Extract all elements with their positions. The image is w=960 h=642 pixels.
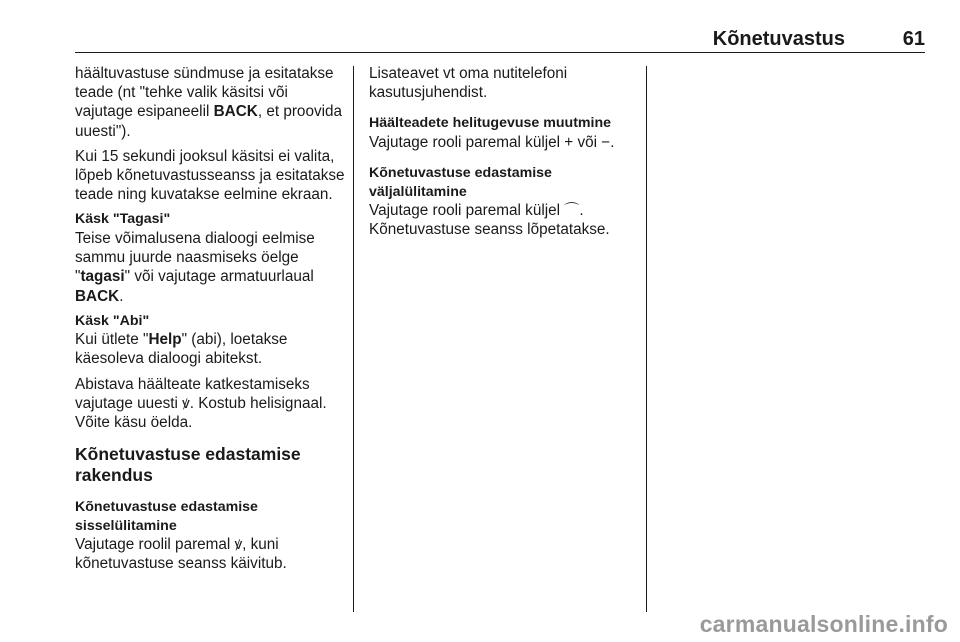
section-heading: Kõnetuvastuse edastamise rakendus <box>75 444 301 486</box>
intro-paragraph: häältuvastuse sündmuse ja esitatakse teade (nt "tehke valik käsitsi või vajutage esipaneelil BACK, et proovida uuesti"). <box>75 65 343 140</box>
minus-icon: − <box>601 133 611 151</box>
left-column <box>75 64 347 574</box>
voice-key-icon: ꝟ <box>182 394 190 412</box>
back-command-heading: Käsk "Tagasi" <box>75 211 171 228</box>
middle-column <box>369 64 641 240</box>
deactivate-paragraph: Vajutage rooli paremal küljel ⌒. <box>369 202 584 220</box>
back-key-label: BACK <box>213 103 258 121</box>
end-call-icon: ⌒ <box>564 202 580 220</box>
column-divider-right <box>646 66 647 612</box>
watermark: carmanualsonline.info <box>699 611 948 637</box>
page-header <box>75 26 925 53</box>
plus-icon: + <box>564 133 574 151</box>
activate-paragraph: Vajutage roolil paremal ꝟ, kuni kõnetuvastuse seanss käivitub. <box>75 536 287 573</box>
volume-heading: Häälteadete helitugevuse muutmine <box>369 115 612 132</box>
help-command-heading: Käsk "Abi" <box>75 312 150 329</box>
activate-heading: Kõnetuvastuse edastamise sisselülitamine <box>75 499 258 534</box>
abort-paragraph: Abistava häälteate katkestamiseks vajutage uuesti ꝟ. Kostub helisignaal. Võite käsu öelda. <box>75 375 327 432</box>
page-title: Kõnetuvastus <box>712 28 845 50</box>
timeout-paragraph: Kui 15 sekundi jooksul käsitsi ei valita, lõpeb kõnetuvastusseanss ja esitatakse teade ning kuvatakse eelmine ekraan. <box>75 147 345 204</box>
help-command-paragraph: Kui ütlete "Help" (abi), loetakse käesoleva dialoogi abitekst. <box>75 331 288 368</box>
deactivate-heading: Kõnetuvastuse edastamise väljalülitamine <box>369 165 552 200</box>
back-command-paragraph: Teise võimalusena dialoogi eelmise sammu juurde naasmiseks öelge "tagasi" või vajutage armatuurlaual BACK. <box>75 229 315 305</box>
page-number: 61 <box>902 28 925 50</box>
voice-key-icon: ꝟ <box>234 536 243 554</box>
volume-paragraph: Vajutage rooli paremal küljel + või −. <box>369 133 615 151</box>
smartphone-manual-paragraph: Lisateavet vt oma nutitelefoni kasutusjuhendist. <box>369 65 568 102</box>
column-divider-left <box>353 66 354 612</box>
session-ended-paragraph: Kõnetuvastuse seanss lõpetatakse. <box>369 221 610 239</box>
